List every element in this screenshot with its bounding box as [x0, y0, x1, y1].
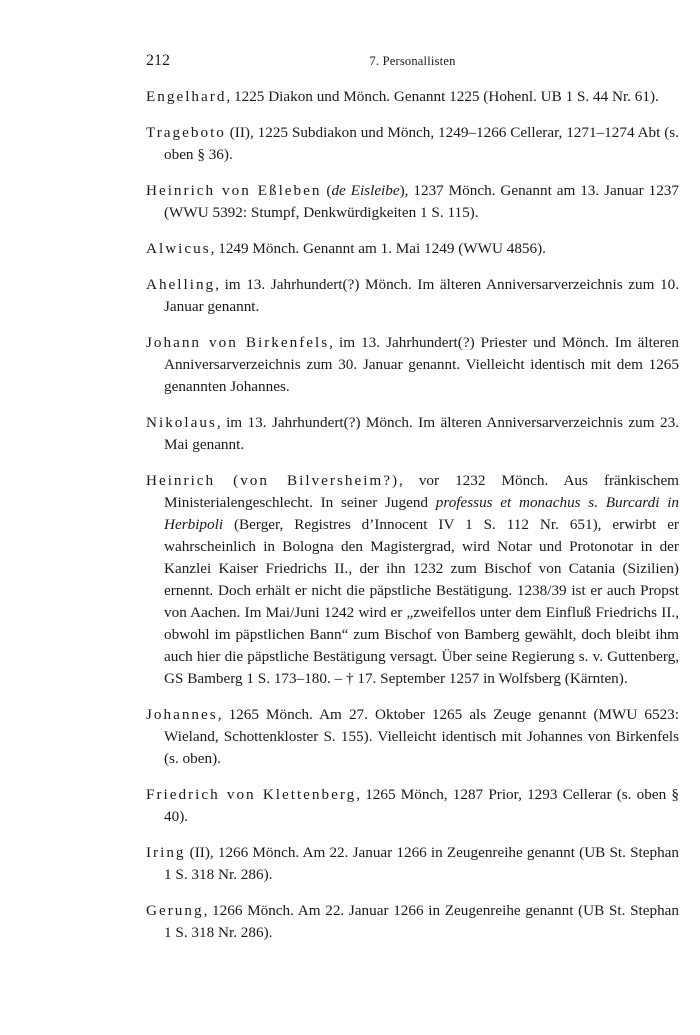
entry-text: , 1265 Mönch. Am 27. Oktober 1265 als Zeuge genannt (MWU 6523: Wieland, Schottenkloster S. 155). Vielleicht identisch mit Johannes von Birkenfels (s. oben).: [164, 706, 679, 767]
entry-name: Ahelling: [146, 276, 216, 293]
entry-name: Alwicus: [146, 240, 211, 257]
latin-quote: professus et monachus s. Burcardi in Herbipoli: [164, 494, 680, 533]
entry-text: , vor 1232 Mönch. Aus fränkischem Ministerialengeschlecht. In seiner Jugend: [164, 472, 680, 511]
entry-name: Trageboto: [146, 124, 226, 141]
entry-name: Johann von Birkenfels: [146, 334, 330, 351]
entry-paragraph: [146, 842, 679, 886]
entry-text: , 1225 Diakon und Mönch. Genannt 1225 (Hohenl. UB 1 S. 44 Nr. 61).: [226, 88, 659, 105]
entry-text: (Berger, Registres d’Innocent IV 1 S. 112 Nr. 651), erwirbt er wahrscheinlich in Bologna den Magistergrad, wird Notar und Protonotar in der Kanzlei Kaiser Friedrichs II., der ihn 1232 zum Bischof von Catania (Sizilien) ernennt. Doch erhält er nicht die päpstliche Bestätigung. 1238/39 ist er auch Propst von Aachen. Im Mai/Juni 1242 wird er „zweifellos unter dem Einfluß Friedrichs II., obwohl im päpstlichen Bann“ zum Bischof von Bamberg gewählt, doch bleibt ihm auch hier die päpstliche Bestätigung versagt. Über seine Regierung s. v. Guttenberg, GS Bamberg 1 S. 173–180. – † 17. September 1257 in Wolfsberg (Kärnten).: [164, 516, 679, 687]
entry-paragraph: [146, 784, 679, 828]
entry-name: Heinrich (von Bilversheim?): [146, 472, 400, 489]
entry-paragraph: [146, 238, 679, 260]
entry-name: Gerung: [146, 902, 204, 919]
personnel-list: [146, 86, 679, 958]
entry-paragraph: [146, 332, 679, 398]
entry-text: , im 13. Jahrhundert(?) Mönch. Im älteren Anniversarverzeichnis zum 23. Mai genannt.: [164, 414, 679, 453]
running-head-title: 7. Personallisten: [369, 54, 456, 68]
entry-paragraph: [146, 704, 679, 770]
running-header: [146, 52, 679, 74]
entry-name: Iring: [146, 844, 186, 861]
entry-paragraph: [146, 122, 679, 166]
entry-text: , 1265 Mönch, 1287 Prior, 1293 Cellerar (s. oben § 40).: [164, 786, 679, 825]
entry-paragraph: [146, 412, 679, 456]
entry-text: , 1249 Mönch. Genannt am 1. Mai 1249 (WWU 4856).: [210, 240, 546, 257]
entry-paragraph: [146, 274, 679, 318]
entry-paragraph: [146, 86, 679, 108]
entry-name: Johannes: [146, 706, 218, 723]
entry-paragraph: [146, 470, 679, 690]
entry-name: Engelhard: [146, 88, 227, 105]
entry-text: (: [321, 182, 332, 199]
entry-text: ), 1237 Mönch. Genannt am 13. Januar 1237 (WWU 5392: Stumpf, Denkwürdigkeiten 1 S. 115).: [164, 182, 679, 221]
entry-name: Friedrich von Klettenberg: [146, 786, 357, 803]
entry-name: Nikolaus: [146, 414, 217, 431]
entry-text: (II), 1266 Mönch. Am 22. Januar 1266 in Zeugenreihe genannt (UB St. Stephan 1 S. 318 Nr. 286).: [164, 844, 679, 883]
latin-quote: de Eisleibe: [331, 182, 400, 199]
entry-text: , 1266 Mönch. Am 22. Januar 1266 in Zeugenreihe genannt (UB St. Stephan 1 S. 318 Nr. 286).: [164, 902, 679, 941]
entry-paragraph: [146, 180, 679, 224]
entry-name: Heinrich von Eßleben: [146, 182, 322, 199]
entry-text: (II), 1225 Subdiakon und Mönch, 1249–1266 Cellerar, 1271–1274 Abt (s. oben § 36).: [164, 124, 679, 163]
entry-text: , im 13. Jahrhundert(?) Priester und Mönch. Im älteren Anniversarverzeichnis zum 30. Januar genannt. Vielleicht identisch mit dem 1265 genannten Johannes.: [164, 334, 679, 395]
entry-paragraph: [146, 900, 679, 944]
entry-text: , im 13. Jahrhundert(?) Mönch. Im älteren Anniversarverzeichnis zum 10. Januar genannt.: [164, 276, 679, 315]
page-number: 212: [146, 52, 170, 69]
